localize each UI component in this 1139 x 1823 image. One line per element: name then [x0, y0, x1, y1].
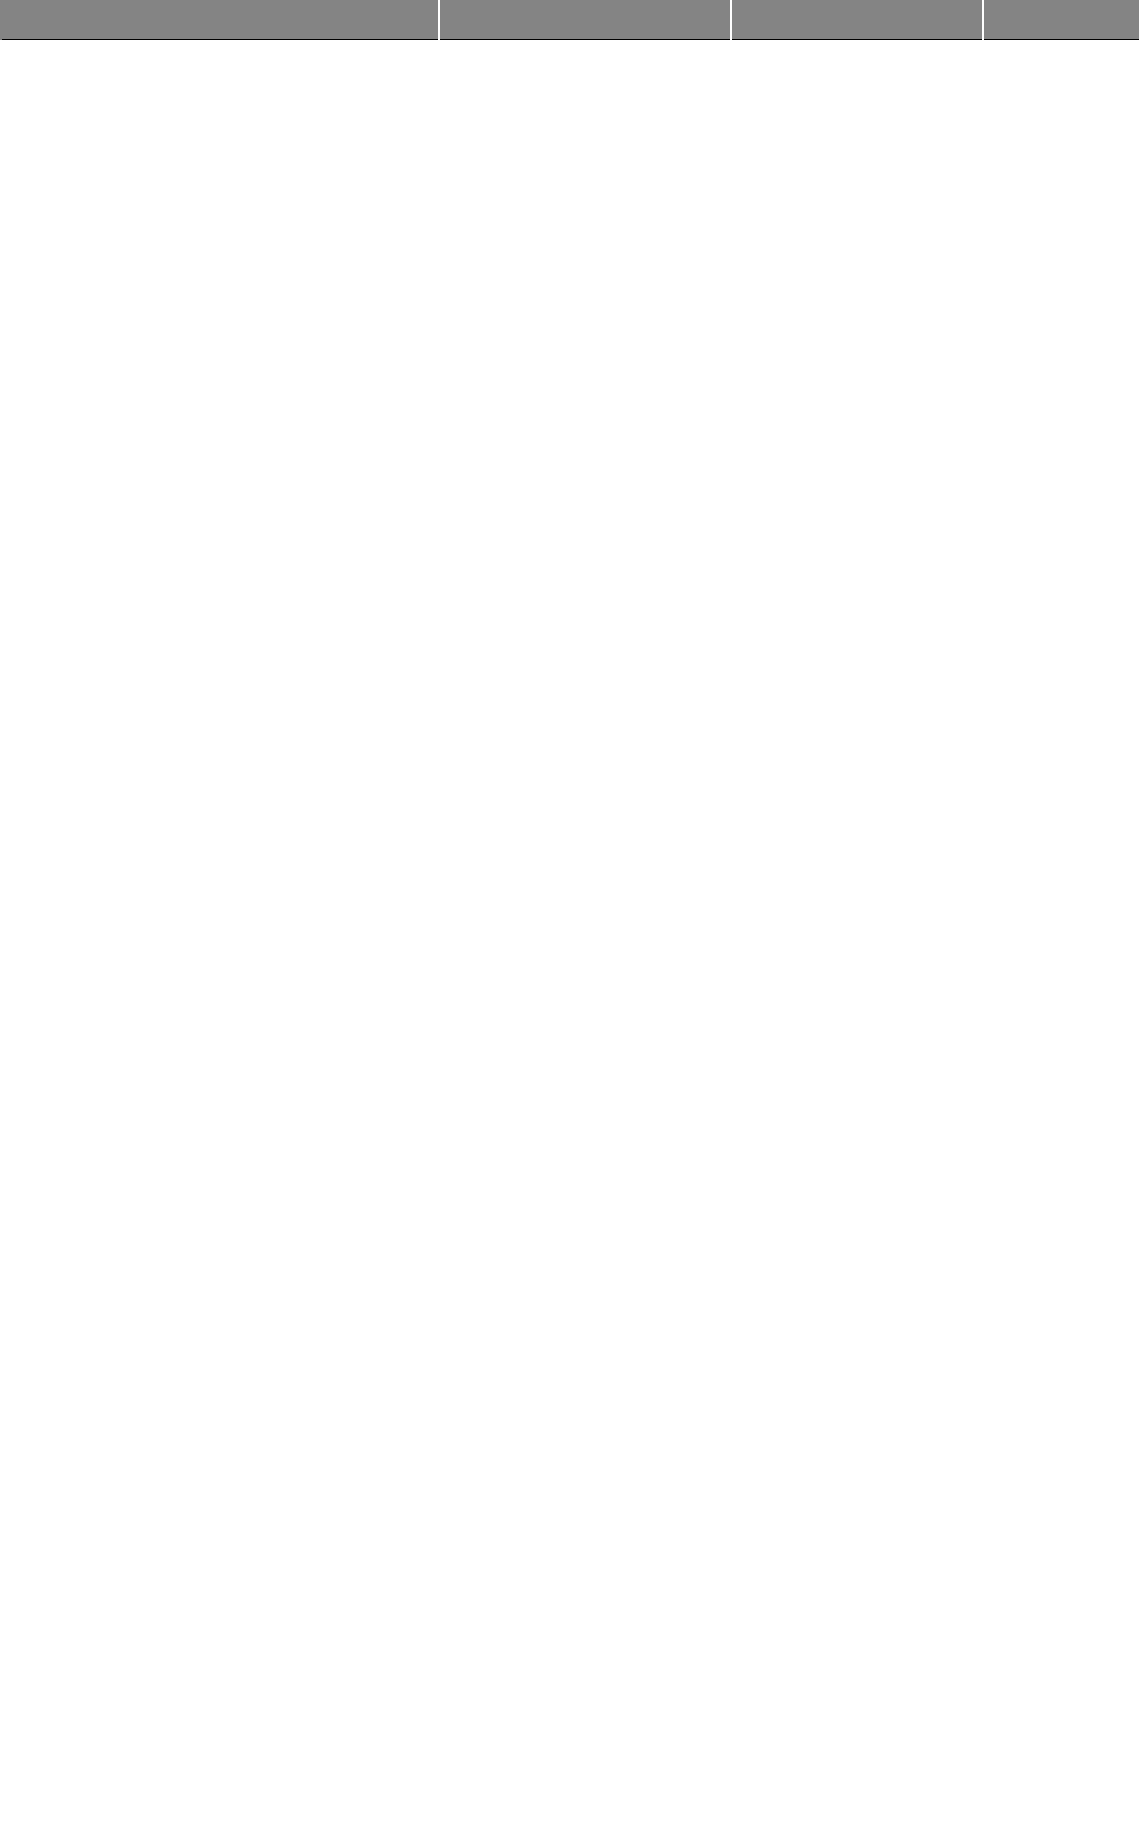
header-variable	[1, 1, 439, 40]
characteristics-table	[0, 0, 1139, 40]
header-p-value	[983, 1, 1139, 40]
header-repaired-tof	[439, 1, 731, 40]
table-header-row	[1, 1, 1139, 40]
header-controls	[731, 1, 983, 40]
